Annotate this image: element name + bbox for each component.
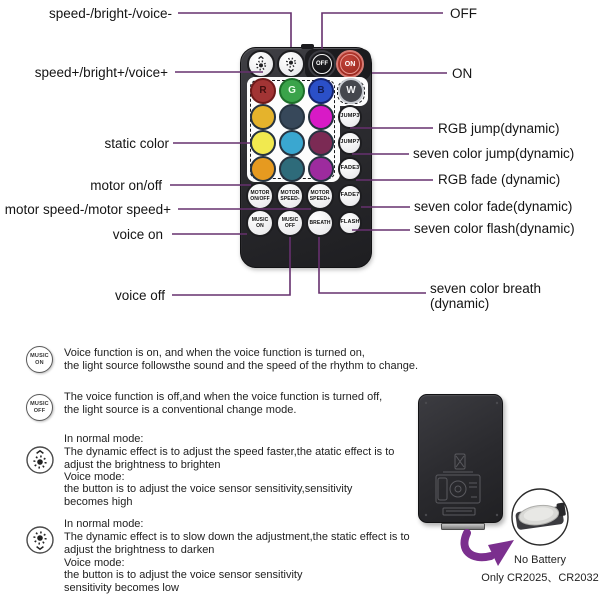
section3-line5: the button is to adjust the voice sensor sensitivity,sensitivity — [64, 483, 353, 495]
label-rgb-jump: RGB jump(dynamic) — [438, 121, 560, 136]
music-off-icon: MUSIC OFF — [26, 394, 53, 421]
label-voice-on: voice on — [112, 227, 163, 242]
section2-line2: the light source is a conventional change mode. — [64, 404, 297, 416]
off-button — [308, 50, 336, 78]
motor-speed-minus-button: MOTOR SPEED- — [276, 182, 304, 210]
section3-line6: becomes high — [64, 496, 133, 508]
red-button — [250, 78, 276, 104]
section4-line6: sensitivity becomes low — [64, 582, 179, 594]
section3-line1: In normal mode: — [64, 433, 144, 445]
label-motor-onoff: motor on/off — [90, 178, 162, 193]
label-static-color: static color — [104, 136, 169, 151]
music-off-button: MUSIC OFF — [276, 209, 304, 237]
static-color-magenta — [308, 104, 334, 130]
static-color-purple — [308, 156, 334, 182]
remote-back-engravings — [419, 395, 504, 524]
label-seven-breath-1: seven color breath — [430, 281, 542, 296]
static-color-light-yellow — [250, 130, 276, 156]
static-color-orange — [250, 156, 276, 182]
section4-line4: Voice mode: — [64, 557, 125, 569]
section3-line4: Voice mode: — [64, 471, 125, 483]
static-color-teal — [279, 156, 305, 182]
static-color-dark-navy — [279, 104, 305, 130]
section2-line1: The voice function is off,and when the voice function is turned off, — [64, 391, 383, 403]
brightness-up-button — [247, 50, 275, 78]
green-button — [279, 78, 305, 104]
white-button-label: W — [346, 85, 356, 96]
brightness-down-icon — [26, 526, 54, 554]
on-button-label: ON — [344, 60, 356, 68]
section3-line3: adjust the brightness to brighten — [64, 459, 221, 471]
static-color-gold — [250, 104, 276, 130]
static-color-sky-blue — [279, 130, 305, 156]
music-on-icon: MUSIC ON — [26, 346, 53, 373]
on-button — [336, 50, 364, 78]
section4-line2: The dynamic effect is to slow down the adjustment,the static effect is to — [64, 531, 410, 543]
label-off: OFF — [450, 6, 477, 21]
off-button-label: OFF — [316, 61, 328, 67]
section1-line2: the light source followsthe sound and the speed of the rhythm to change. — [64, 360, 419, 372]
jump3-button: JUMP3 — [338, 105, 362, 129]
motor-speed-plus-button: MOTOR SPEED+ — [306, 182, 334, 210]
line-off — [322, 13, 443, 49]
label-motor-speed: motor speed-/motor speed+ — [4, 202, 171, 217]
fade7-button: FADE7 — [338, 184, 362, 208]
green-button-label: G — [288, 85, 296, 96]
section4-line3: adjust the brightness to darken — [64, 544, 215, 556]
label-rgb-fade: RGB fade (dynamic) — [438, 172, 561, 187]
static-color-maroon — [308, 130, 334, 156]
music-on-button: MUSIC ON — [246, 209, 274, 237]
jump7-button: JUMP7 — [338, 131, 362, 155]
label-voice-off: voice off — [114, 288, 165, 303]
battery-note-line2: Only CR2025、CR2032 — [481, 572, 599, 584]
breath-button: BREATH — [306, 209, 334, 237]
brightness-up-icon — [26, 446, 54, 474]
label-speed-minus: speed-/bright-/voice- — [48, 6, 172, 21]
blue-button — [308, 78, 334, 104]
flash-button: FLASH — [338, 211, 362, 235]
sun-up-icon — [251, 54, 271, 74]
label-seven-fade: seven color fade(dynamic) — [414, 199, 573, 214]
white-button — [338, 78, 364, 104]
brightness-down-button — [277, 50, 305, 78]
line-speed-minus — [178, 13, 291, 47]
remote-control-back — [418, 394, 503, 523]
label-on: ON — [452, 66, 473, 81]
red-button-label: R — [259, 85, 267, 96]
section1-line1: Voice function is on, and when the voice function is turned on, — [64, 347, 365, 359]
label-seven-jump: seven color jump(dynamic) — [413, 146, 575, 161]
label-seven-breath-2: (dynamic) — [430, 296, 490, 311]
battery-zoom-circle — [509, 487, 571, 549]
section4-line1: In normal mode: — [64, 518, 144, 530]
section4-line5: the button is to adjust the voice sensor sensitivity — [64, 569, 303, 581]
sun-down-icon — [281, 54, 301, 74]
motor-onoff-button: MOTOR ON/OFF — [246, 182, 274, 210]
blue-button-label: B — [317, 85, 325, 96]
battery-note-line1: No Battery — [514, 554, 566, 566]
fade3-button: FADE3 — [338, 157, 362, 181]
label-speed-plus: speed+/bright+/voice+ — [34, 65, 168, 80]
section3-line2: The dynamic effect is to adjust the speed faster,the atatic effect is to — [64, 446, 395, 458]
remote-control-front — [240, 47, 372, 268]
label-seven-flash: seven color flash(dynamic) — [414, 221, 575, 236]
